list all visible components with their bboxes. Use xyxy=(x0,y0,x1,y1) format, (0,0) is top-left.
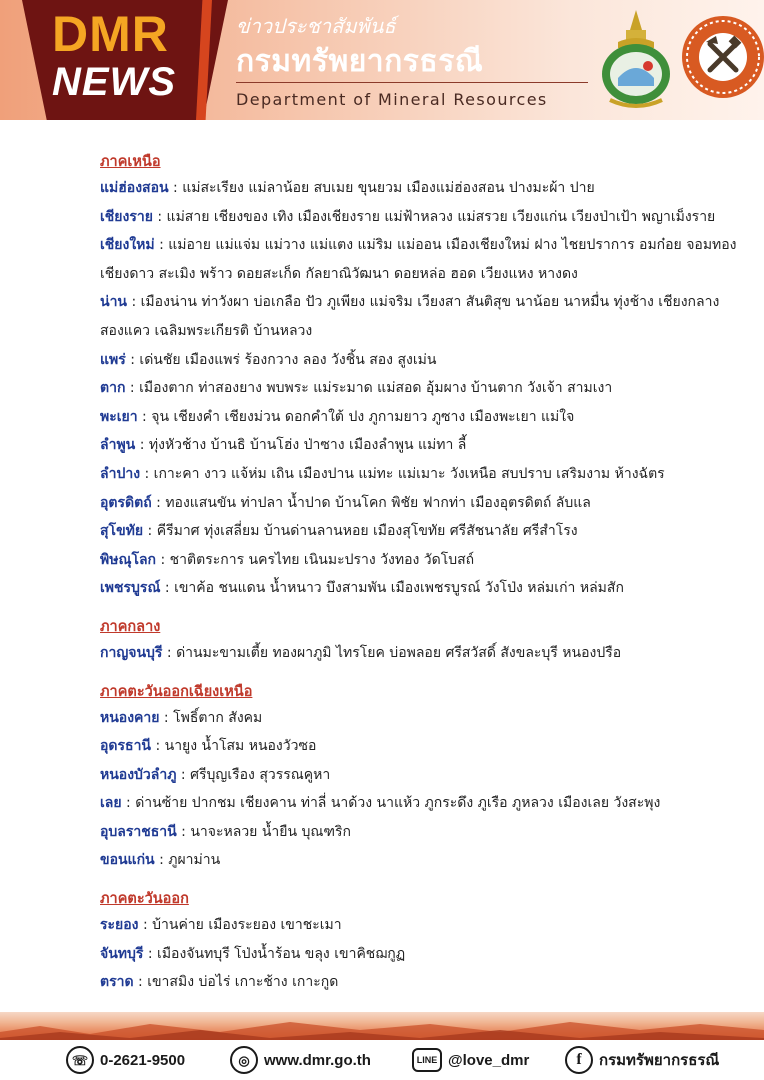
footer-website[interactable] xyxy=(230,1046,371,1074)
province-name: จันทบุรี xyxy=(100,945,144,962)
district-list: นายูง น้ำโสม หนองวัวซอ xyxy=(164,738,317,755)
section-title-northeast: ภาคตะวันออกเฉียงเหนือ xyxy=(100,683,253,700)
province-name: เชียงราย xyxy=(100,208,153,225)
website-url: www.dmr.go.th xyxy=(264,1051,371,1069)
province-name: เพชรบูรณ์ xyxy=(100,580,161,597)
province-name: สุโขทัย xyxy=(100,523,144,540)
province-name: หนองคาย xyxy=(100,709,160,726)
mineral-resources-seal-icon xyxy=(680,14,764,100)
header-subtitle: ข่าวประชาสัมพันธ์ xyxy=(236,14,396,38)
district-list: บ้านค่าย เมืองระยอง เขาชะเมา xyxy=(152,917,342,934)
list-item: เลย : ด่านซ้าย ปากชม เชียงคาน ท่าลี่ นาด้วง นาแห้ว ภูกระดึง ภูเรือ ภูหลวง เมืองเลย วังสะพุง xyxy=(100,795,661,812)
district-list: เมืองน่าน ท่าวังผา บ่อเกลือ ปัว ภูเพียง แม่จริม เวียงสา สันติสุข นาน้อย นาหมื่น ทุ่งช้าง เชียงกลาง xyxy=(140,294,720,311)
list-item: เชียงใหม่ : แม่อาย แม่แจ่ม แม่วาง แม่แตง แม่ริม แม่ออน เมืองเชียงใหม่ ฝาง ไชยปราการ อมก๋อย จอมทอง xyxy=(100,237,737,254)
list-item: ตาก : เมืองตาก ท่าสองยาง พบพระ แม่ระมาด แม่สอด อุ้มผาง บ้านตาก วังเจ้า สามเงา xyxy=(100,380,613,397)
list-item: หนองบัวลำภู : ศรีบุญเรือง สุวรรณคูหา xyxy=(100,766,331,783)
province-name: เลย xyxy=(100,795,122,812)
district-list: ภูผาม่าน xyxy=(168,852,221,869)
footer-phone[interactable] xyxy=(66,1046,185,1074)
facebook-page: กรมทรัพยากรธรณี xyxy=(599,1052,720,1069)
district-list: แม่สาย เชียงของ เทิง เมืองเชียงราย แม่ฟ้าหลวง แม่สรวย เวียงแก่น เวียงป่าเป้า พญาเม็งราย xyxy=(166,208,716,225)
province-name: แพร่ xyxy=(100,351,126,368)
footer-facebook[interactable] xyxy=(565,1046,719,1074)
district-list: เชียงดาว สะเมิง พร้าว ดอยสะเก็ด กัลยาณิวัฒนา ดอยหล่อ ฮอด เวียงแหง หางดง xyxy=(100,265,578,282)
district-list: ด่านซ้าย ปากชม เชียงคาน ท่าลี่ นาด้วง นาแห้ว ภูกระดึง ภูเรือ ภูหลวง เมืองเลย วังสะพุง xyxy=(135,795,661,812)
district-list: โพธิ์ตาก สังคม xyxy=(173,709,263,726)
list-item-continuation xyxy=(100,317,740,346)
district-list: เมืองตาก ท่าสองยาง พบพระ แม่ระมาด แม่สอด อุ้มผาง บ้านตาก วังเจ้า สามเงา xyxy=(139,380,613,397)
list-item: แพร่ : เด่นชัย เมืองแพร่ ร้องกวาง ลอง วังชิ้น สอง สูงเม่น xyxy=(100,351,437,368)
district-list: จุน เชียงคำ เชียงม่วน ดอกคำใต้ ปง ภูกามยาว ภูซาง เมืองพะเยา แม่ใจ xyxy=(151,408,575,425)
line-icon: LINE xyxy=(412,1048,442,1072)
department-emblem-icon xyxy=(596,8,676,112)
list-item: น่าน : เมืองน่าน ท่าวังผา บ่อเกลือ ปัว ภูเพียง แม่จริม เวียงสา สันติสุข นาน้อย นาหมื่น ทุ่งช้าง เชียงกลาง xyxy=(100,294,720,311)
district-list: ทุ่งหัวช้าง บ้านธิ บ้านโฮ่ง ป่าซาง เมืองลำพูน แม่ทา ลี้ xyxy=(148,437,467,454)
province-name: อุบลราชธานี xyxy=(100,823,177,840)
logo-dmr-text: DMR xyxy=(52,6,169,62)
section-title-north: ภาคเหนือ xyxy=(100,154,161,170)
province-name: เชียงใหม่ xyxy=(100,237,155,254)
facebook-icon: f xyxy=(565,1046,593,1074)
header-divider xyxy=(236,82,588,83)
list-item: ลำพูน : ทุ่งหัวช้าง บ้านธิ บ้านโฮ่ง ป่าซาง เมืองลำพูน แม่ทา ลี้ xyxy=(100,437,467,454)
footer-line[interactable] xyxy=(412,1046,529,1074)
list-item: อุตรดิตถ์ : ทองแสนขัน ท่าปลา น้ำปาด บ้านโคก พิชัย ฟากท่า เมืองอุตรดิตถ์ ลับแล xyxy=(100,494,591,511)
phone-icon: ☏ xyxy=(66,1046,94,1074)
district-list: สองแคว เฉลิมพระเกียรติ บ้านหลวง xyxy=(100,322,313,339)
globe-icon: ◎ xyxy=(230,1046,258,1074)
list-item: อุดรธานี : นายูง น้ำโสม หนองวัวซอ xyxy=(100,738,317,755)
province-name: กาญจนบุรี xyxy=(100,644,163,661)
district-list: นาจะหลวย น้ำยืน บุณฑริก xyxy=(190,823,351,840)
list-item: พิษณุโลก : ชาติตระการ นครไทย เนินมะปราง วังทอง วัดโบสถ์ xyxy=(100,551,475,568)
section-east xyxy=(100,887,740,997)
province-name: ระยอง xyxy=(100,917,139,934)
list-item: สุโขทัย : คีรีมาศ ทุ่งเสลี่ยม บ้านด่านลานหอย เมืองสุโขทัย ศรีสัชนาลัย ศรีสำโรง xyxy=(100,523,578,540)
section-title-east: ภาคตะวันออก xyxy=(100,891,189,908)
district-list: เขาค้อ ชนแดน น้ำหนาว บึงสามพัน เมืองเพชรบูรณ์ วังโป่ง หล่มเก่า หล่มสัก xyxy=(174,580,624,597)
list-item: หนองคาย : โพธิ์ตาก สังคม xyxy=(100,709,263,726)
province-name: แม่ฮ่องสอน xyxy=(100,180,169,196)
district-list: ด่านมะขามเตี้ย ทองผาภูมิ ไทรโยค บ่อพลอย ศรีสวัสดิ์ สังขละบุรี หนองปรือ xyxy=(176,644,622,661)
province-name: อุดรธานี xyxy=(100,738,151,755)
list-item: เพชรบูรณ์ : เขาค้อ ชนแดน น้ำหนาว บึงสามพัน เมืองเพชรบูรณ์ วังโป่ง หล่มเก่า หล่มสัก xyxy=(100,580,624,597)
list-item: กาญจนบุรี : ด่านมะขามเตี้ย ทองผาภูมิ ไทรโยค บ่อพลอย ศรีสวัสดิ์ สังขละบุรี หนองปรือ xyxy=(100,644,622,661)
list-item: จันทบุรี : เมืองจันทบุรี โป่งน้ำร้อน ขลุง เขาคิชฌกูฏ xyxy=(100,945,406,962)
province-name: ลำพูน xyxy=(100,437,136,454)
phone-number: 0-2621-9500 xyxy=(100,1051,186,1069)
district-list: เด่นชัย เมืองแพร่ ร้องกวาง ลอง วังชิ้น สอง สูงเม่น xyxy=(139,351,437,368)
list-item-continuation xyxy=(100,260,740,289)
header-english-name: Department of Mineral Resources xyxy=(236,90,548,109)
province-name: พิษณุโลก xyxy=(100,551,157,568)
list-item: เชียงราย : แม่สาย เชียงของ เทิง เมืองเชียงราย แม่ฟ้าหลวง แม่สรวย เวียงแก่น เวียงป่าเป้า พญาเม็งราย xyxy=(100,208,716,225)
district-list: ชาติตระการ นครไทย เนินมะปราง วังทอง วัดโบสถ์ xyxy=(169,551,475,568)
header-banner xyxy=(0,0,764,120)
logo-news-text: NEWS xyxy=(52,60,176,104)
district-list: ศรีบุญเรือง สุวรรณคูหา xyxy=(190,766,331,783)
affected-areas-list xyxy=(100,150,740,997)
district-list: เขาสมิง บ่อไร่ เกาะช้าง เกาะกูด xyxy=(147,974,339,991)
district-list: เกาะคา งาว แจ้ห่ม เถิน เมืองปาน แม่ทะ แม่เมาะ วังเหนือ สบปราบ เสริมงาม ห้างฉัตร xyxy=(153,465,665,482)
list-item: ตราด : เขาสมิง บ่อไร่ เกาะช้าง เกาะกูด xyxy=(100,974,339,991)
list-item: แม่ฮ่องสอน : แม่สะเรียง แม่ลาน้อย สบเมย ขุนยวม เมืองแม่ฮ่องสอน ปางมะผ้า ปาย xyxy=(100,180,595,196)
district-list: เมืองจันทบุรี โป่งน้ำร้อน ขลุง เขาคิชฌกูฏ xyxy=(157,945,406,962)
list-item: พะเยา : จุน เชียงคำ เชียงม่วน ดอกคำใต้ ปง ภูกามยาว ภูซาง เมืองพะเยา แม่ใจ xyxy=(100,408,575,425)
header-title: กรมทรัพยากรธรณี xyxy=(236,44,484,79)
province-name: หนองบัวลำภู xyxy=(100,766,177,783)
province-name: น่าน xyxy=(100,294,128,311)
district-list: คีรีมาศ ทุ่งเสลี่ยม บ้านด่านลานหอย เมืองสุโขทัย ศรีสัชนาลัย ศรีสำโรง xyxy=(156,523,578,540)
list-item: ขอนแก่น : ภูผาม่าน xyxy=(100,852,221,869)
district-list: แม่อาย แม่แจ่ม แม่วาง แม่แตง แม่ริม แม่ออน เมืองเชียงใหม่ ฝาง ไชยปราการ อมก๋อย จอมทอง xyxy=(168,237,737,254)
province-name: ลำปาง xyxy=(100,465,141,482)
section-northeast xyxy=(100,680,740,876)
province-name: ตาก xyxy=(100,380,126,397)
section-north xyxy=(100,150,740,603)
section-central xyxy=(100,615,740,668)
line-id: @love_dmr xyxy=(448,1051,530,1069)
list-item: อุบลราชธานี : นาจะหลวย น้ำยืน บุณฑริก xyxy=(100,823,351,840)
province-name: ขอนแก่น xyxy=(100,852,155,869)
province-name: ตราด xyxy=(100,974,134,991)
section-title-central: ภาคกลาง xyxy=(100,618,161,635)
list-item: ลำปาง : เกาะคา งาว แจ้ห่ม เถิน เมืองปาน แม่ทะ แม่เมาะ วังเหนือ สบปราบ เสริมงาม ห้างฉัตร xyxy=(100,465,665,482)
province-name: อุตรดิตถ์ xyxy=(100,494,152,511)
district-list: ทองแสนขัน ท่าปลา น้ำปาด บ้านโคก พิชัย ฟากท่า เมืองอุตรดิตถ์ ลับแล xyxy=(165,494,591,511)
province-name: พะเยา xyxy=(100,408,138,425)
district-list: แม่สะเรียง แม่ลาน้อย สบเมย ขุนยวม เมืองแม่ฮ่องสอน ปางมะผ้า ปาย xyxy=(182,180,595,196)
list-item: ระยอง : บ้านค่าย เมืองระยอง เขาชะเมา xyxy=(100,917,342,934)
